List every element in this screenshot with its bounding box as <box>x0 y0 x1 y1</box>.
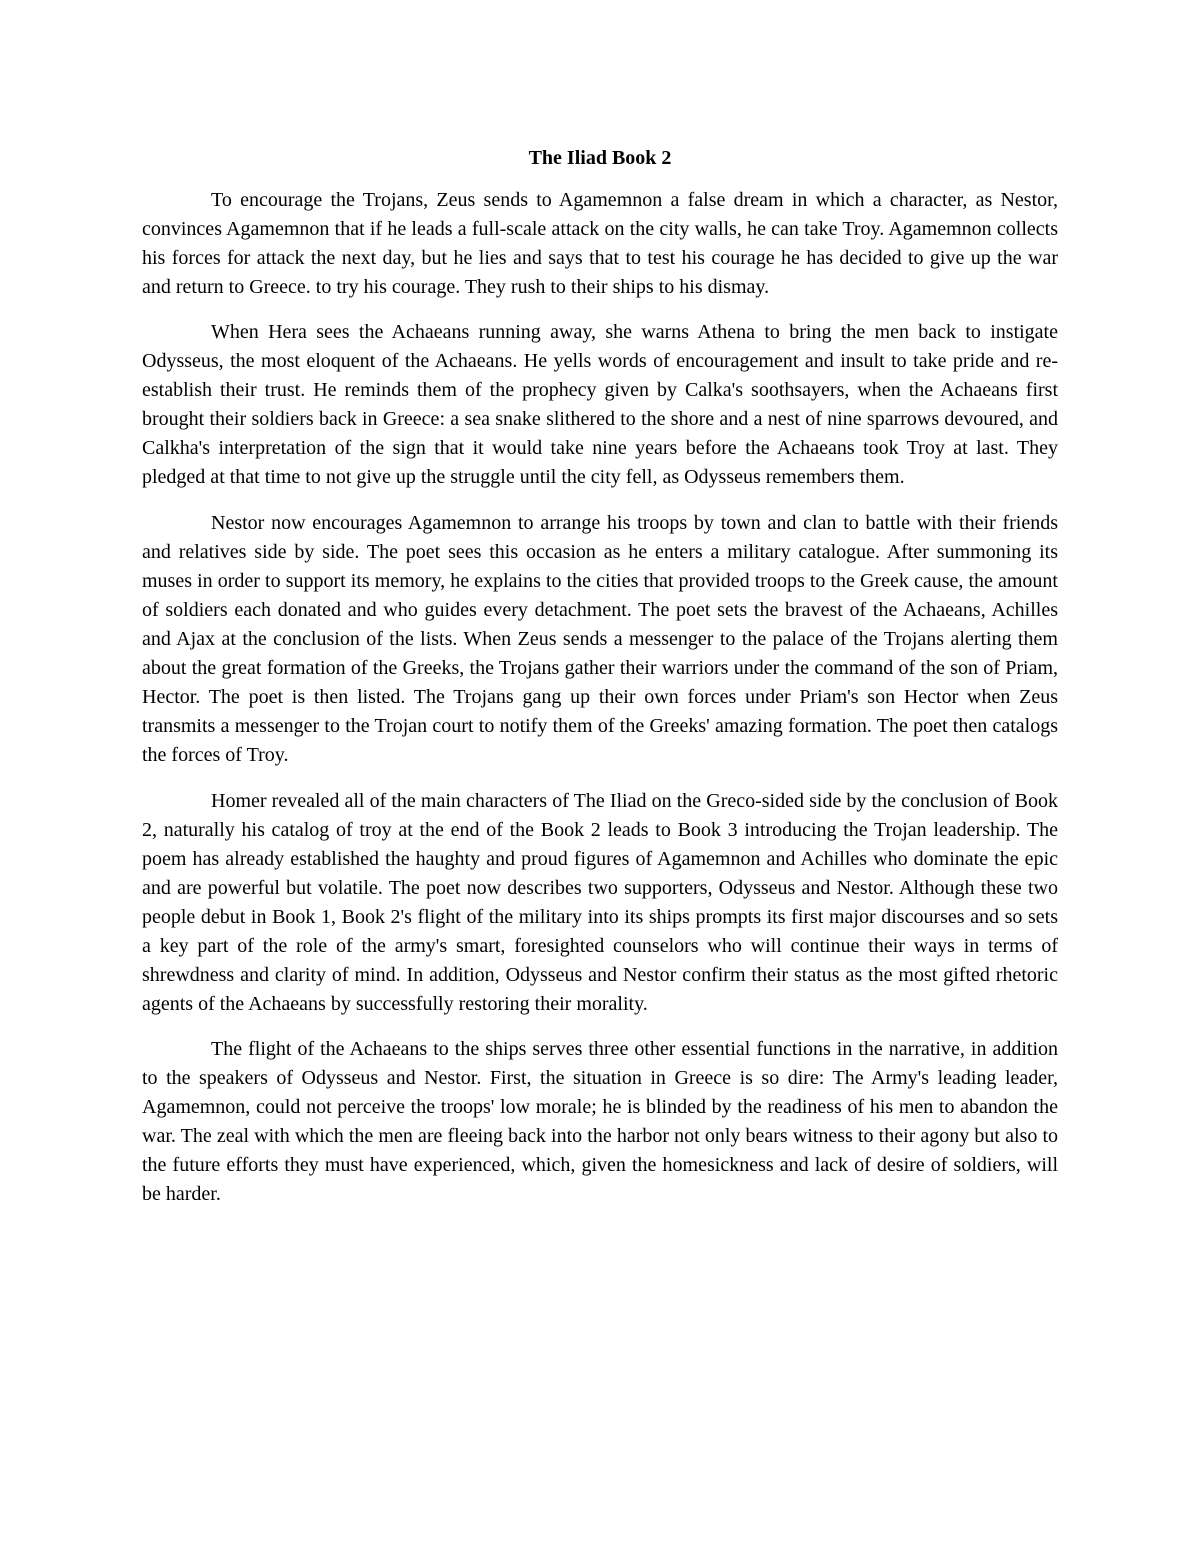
document-title: The Iliad Book 2 <box>528 147 672 169</box>
paragraph: Nestor now encourages Agamemnon to arrange his troops by town and clan to battle with their friends and relatives side by side. The poet sees this occasion as he enters a military catalogue. After summoning its muses in order to support its memory, he explains to the cities that provided troops to the Greek cause, the amount of soldiers each donated and who guides every detachment. The poet sets the bravest of the Achaeans, Achilles and Ajax at the conclusion of the lists. When Zeus sends a messenger to the palace of the Trojans alerting them about the great formation of the Greeks, the Trojans gather their warriors under the command of the son of Priam, Hector. The poet is then listed. The Trojans gang up their own forces under Priam's son Hector when Zeus transmits a messenger to the Trojan court to notify them of the Greeks' amazing formation. The poet then catalogs the forces of Troy. <box>142 512 1058 766</box>
document-body <box>142 186 1058 1226</box>
paragraph: The flight of the Achaeans to the ships serves three other essential functions in the narrative, in addition to the speakers of Odysseus and Nestor. First, the situation in Greece is so dire: The Army's leading leader, Agamemnon, could not perceive the troops' low morale; he is blinded by the readiness of his men to abandon the war. The zeal with which the men are fleeing back into the harbor not only bears witness to their agony but also to the future efforts they must have experienced, which, given the homesickness and lack of desire of soldiers, will be harder. <box>142 1038 1058 1205</box>
paragraph: Homer revealed all of the main characters of The Iliad on the Greco-sided side by the conclusion of Book 2, naturally his catalog of troy at the end of the Book 2 leads to Book 3 introducing the Trojan leadership. The poem has already established the haughty and proud figures of Agamemnon and Achilles who dominate the epic and are powerful but volatile. The poet now describes two supporters, Odysseus and Nestor. Although these two people debut in Book 1, Book 2's flight of the military into its ships prompts its first major discourses and so sets a key part of the role of the army's smart, foresighted counselors who will continue their ways in terms of shrewdness and clarity of mind. In addition, Odysseus and Nestor confirm their status as the most gifted rhetoric agents of the Achaeans by successfully restoring their morality. <box>142 790 1058 1015</box>
paragraph: To encourage the Trojans, Zeus sends to Agamemnon a false dream in which a character, as Nestor, convinces Agamemnon that if he leads a full-scale attack on the city walls, he can take Troy. Agamemnon collects his forces for attack the next day, but he lies and says that to test his courage he has decided to give up the war and return to Greece. to try his courage. They rush to their ships to his dismay. <box>142 189 1058 298</box>
paragraph: When Hera sees the Achaeans running away, she warns Athena to bring the men back to instigate Odysseus, the most eloquent of the Achaeans. He yells words of encouragement and insult to take pride and re-establish their trust. He reminds them of the prophecy given by Calka's soothsayers, when the Achaeans first brought their soldiers back in Greece: a sea snake slithered to the shore and a nest of nine sparrows devoured, and Calkha's interpretation of the sign that it would take nine years before the Achaeans took Troy at last. They pledged at that time to not give up the struggle until the city fell, as Odysseus remembers them. <box>142 321 1058 488</box>
